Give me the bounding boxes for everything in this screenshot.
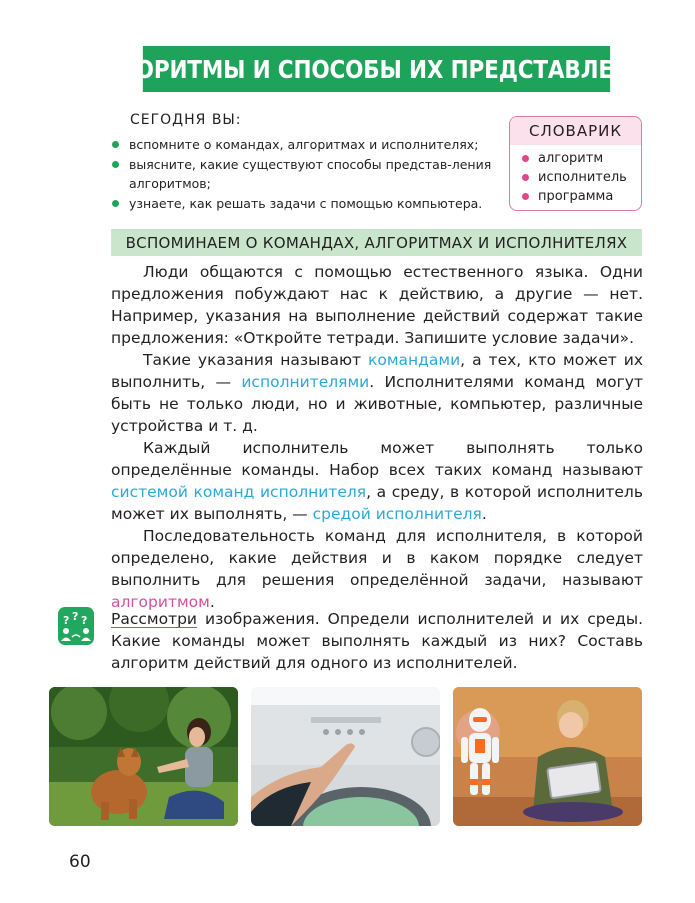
paragraph-2: Такие указания называют командами, а тех, кто может их выполнить, — исполнителями. Исполнителями команд могут быть не только люди, но и животные, компьютер, различные устройства и т. д.: [111, 351, 643, 435]
term-commands: командами: [368, 351, 461, 369]
dictionary-box: [509, 116, 642, 211]
body-text: [111, 261, 643, 613]
list-item: выясните, какие существуют способы представ-ления алгоритмов;: [110, 155, 500, 194]
dictionary-term: алгоритм: [518, 149, 641, 168]
dictionary-heading: СЛОВАРИК: [510, 117, 641, 145]
today-goals-list: [110, 135, 500, 213]
discussion-icon: [58, 607, 94, 645]
list-item: вспомните о командах, алгоритмах и исполнителях;: [110, 135, 500, 155]
section-heading: ВСПОМИНАЕМ О КОМАНДАХ, АЛГОРИТМАХ И ИСПОЛНИТЕЛЯХ: [111, 229, 642, 256]
paragraph-3: Каждый исполнитель может выполнять только определённые команды. Набор всех таких команд называют системой команд исполнителя, а среду, в которой исполнитель может их выполнять, — средой исполнителя.: [111, 439, 643, 523]
term-command-system: системой команд исполнителя: [111, 483, 367, 501]
paragraph-4: Последовательность команд для исполнителя, в которой определено, какие действия и в каком порядке следует выполнить для решения определённой задачи, называют алгоритмом.: [111, 527, 643, 611]
term-algorithm: алгоритмом: [111, 593, 210, 611]
chapter-title: АЛГОРИТМЫ И СПОСОБЫ ИХ ПРЕДСТАВЛЕНИЯ: [143, 46, 610, 92]
photo-dog-and-woman: [49, 687, 238, 826]
dictionary-term: программа: [518, 187, 641, 206]
list-item: узнаете, как решать задачи с помощью компьютера.: [110, 194, 500, 214]
photo-washing-machine: [251, 687, 440, 826]
svg-text:?: ?: [72, 610, 79, 623]
today-heading: СЕГОДНЯ ВЫ:: [130, 112, 242, 128]
task-text: Рассмотри изображения. Определи исполнителей и их среды. Какие команды может выполнять каждый из них? Составь алгоритм действий для одного из исполнителей.: [111, 610, 643, 672]
term-executors: исполнителями: [241, 373, 370, 391]
paragraph-1: Люди общаются с помощью естественного языка. Одни предложения побуждают нас к действию, а другие — нет. Например, указания на выполнение действий содержат такие предложения: «Откройте тетради. Запишите условие задачи».: [111, 263, 643, 347]
dictionary-list: [510, 149, 641, 206]
photo-boy-and-robot: [453, 687, 642, 826]
svg-text:?: ?: [81, 614, 88, 627]
term-environment: средой исполнителя: [312, 505, 482, 523]
page-number: 60: [69, 852, 91, 872]
svg-text:?: ?: [63, 614, 70, 627]
dictionary-term: исполнитель: [518, 168, 641, 187]
task-lead-word: Рассмотри: [111, 610, 198, 628]
